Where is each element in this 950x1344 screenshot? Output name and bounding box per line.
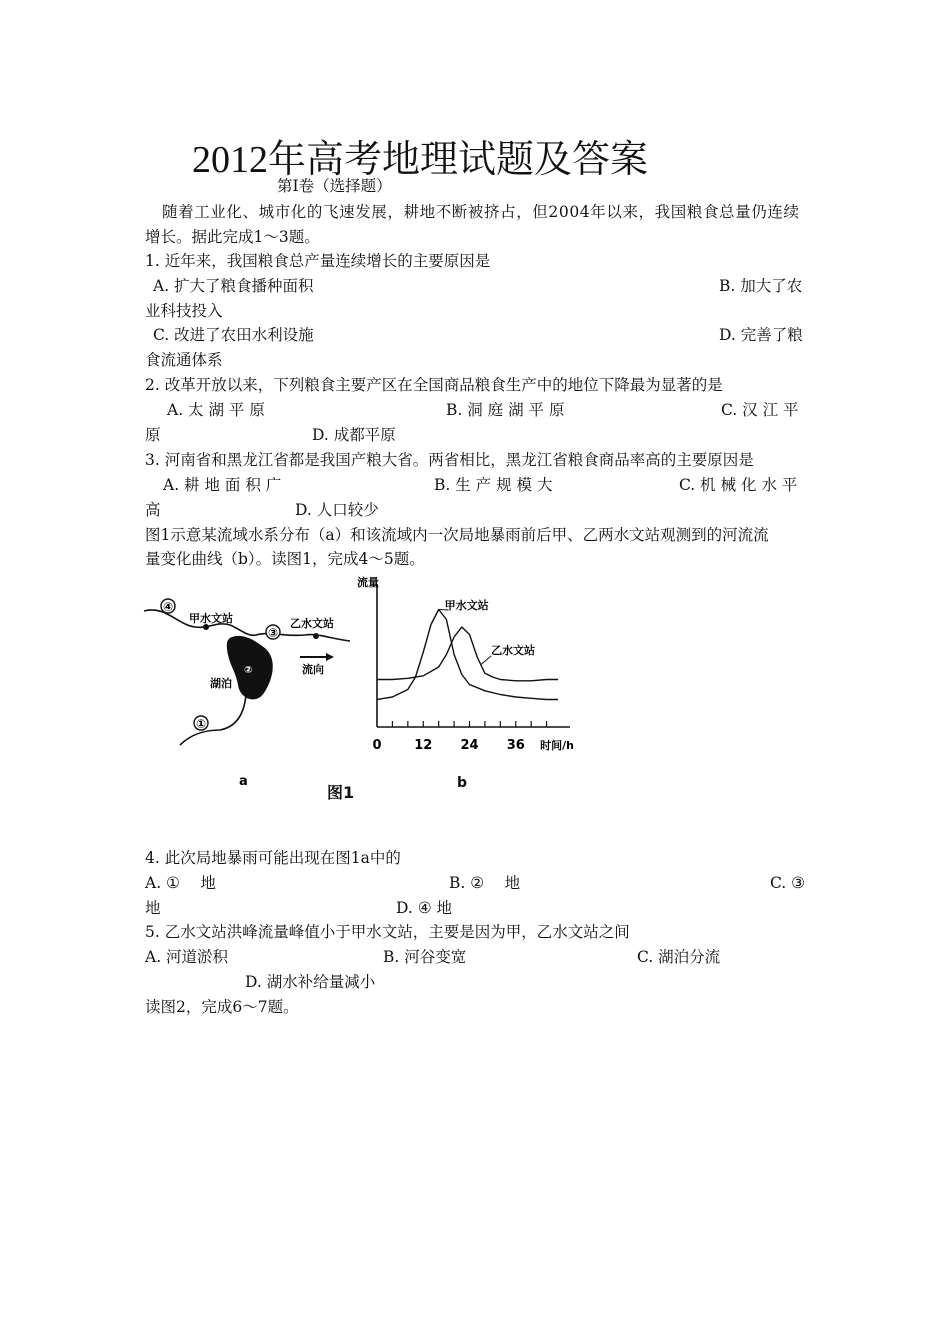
q1-stem: 1. 近年来，我国粮食总产量连续增长的主要原因是 <box>145 252 491 270</box>
tributary-river <box>180 683 248 745</box>
series-1-label: 甲水文站 <box>444 599 489 612</box>
q2-option-c-cont: 原 <box>145 426 161 444</box>
q4-option-d: D. ④ 地 <box>396 899 453 917</box>
figure-1a-map <box>140 585 360 805</box>
series-2-leader <box>481 656 491 665</box>
q1-option-b-cont: 业科技投入 <box>145 302 223 320</box>
figure-1a-caption: a <box>239 774 248 789</box>
x-tick-label: 0 <box>372 738 382 753</box>
q5-option-d: D. 湖水补给量减小 <box>245 973 376 991</box>
q3-option-d: D. 人口较少 <box>295 501 379 519</box>
q4-option-c: C. ③ <box>770 874 806 892</box>
q1-option-d: D. 完善了粮 <box>719 326 803 344</box>
x-axis-label: 时间/h <box>540 739 574 752</box>
q2-stem: 2. 改革开放以来，下列粮食主要产区在全国商品粮食生产中的地位下降最为显著的是 <box>145 376 723 394</box>
q4-option-c-cont: 地 <box>145 899 161 917</box>
q4-option-b: B. ② 地 <box>449 874 521 892</box>
station-jia-label: 甲水文站 <box>189 612 233 625</box>
q5-option-c: C. 湖泊分流 <box>637 948 721 966</box>
q3-option-a: A. 耕 地 面 积 广 <box>163 476 282 494</box>
q4-stem: 4. 此次局地暴雨可能出现在图1a中的 <box>145 849 401 867</box>
flow-label: 流向 <box>302 663 324 676</box>
flow-arrow-head <box>326 653 334 661</box>
q4-option-a: A. ① 地 <box>145 874 216 892</box>
q1-option-a: A. 扩大了粮食播种面积 <box>153 277 314 295</box>
q5-stem: 5. 乙水文站洪峰流量峰值小于甲水文站，主要是因为甲，乙水文站之间 <box>145 923 630 941</box>
marker-4: ④ <box>163 600 174 614</box>
series-2-label: 乙水文站 <box>491 644 536 657</box>
figure-intro-line-2: 量变化曲线（b）。读图1，完成4～5题。 <box>145 550 425 568</box>
q2-option-d: D. 成都平原 <box>312 426 396 444</box>
q3-option-c-cont: 高 <box>145 501 161 519</box>
q1-option-b: B. 加大了农 <box>719 277 803 295</box>
y-axis-label: 流量 <box>357 576 379 589</box>
q5-option-a: A. 河道淤积 <box>145 948 229 966</box>
q1-option-c: C. 改进了农田水利设施 <box>153 326 314 344</box>
q2-option-c: C. 汉 江 平 <box>721 401 799 419</box>
marker-1: ① <box>196 717 207 731</box>
intro-line-1: 随着工业化、城市化的飞速发展，耕地不断被挤占，但2004年以来，我国粮食总量仍连续 <box>162 203 800 221</box>
station-yi-dot <box>313 633 319 639</box>
q3-stem: 3. 河南省和黑龙江省都是我国产粮大省。两省相比，黑龙江省粮食商品率高的主要原因是 <box>145 451 754 469</box>
q5-option-b: B. 河谷变宽 <box>383 948 467 966</box>
marker-2: ② <box>244 665 253 676</box>
figure-1b-caption: b <box>457 775 468 791</box>
marker-3: ③ <box>268 626 279 640</box>
q1-option-d-cont: 食流通体系 <box>145 351 223 369</box>
q2-option-a: A. 太 湖 平 原 <box>167 401 265 419</box>
x-tick-label: 36 <box>506 738 525 753</box>
lake-label: 湖泊 <box>210 677 232 690</box>
q3-option-c: C. 机 械 化 水 平 <box>679 476 798 494</box>
x-tick-label: 24 <box>460 738 479 753</box>
station-yi-label: 乙水文站 <box>290 617 334 630</box>
figure-caption: 图1 <box>327 783 355 802</box>
q3-option-b: B. 生 产 规 模 大 <box>434 476 553 494</box>
intro-line-2: 增长。据此完成1～3题。 <box>145 228 320 246</box>
q2-option-b: B. 洞 庭 湖 平 原 <box>446 401 565 419</box>
x-tick-label: 12 <box>414 738 433 753</box>
section-subtitle: 第I卷（选择题） <box>277 177 392 195</box>
figure-intro-line-1: 图1示意某流域水系分布（a）和该流域内一次局地暴雨前后甲、乙两水文站观测到的河流流 <box>145 526 769 544</box>
read-figure-2: 读图2，完成6～7题。 <box>145 998 299 1016</box>
figure-1b-chart <box>355 572 585 772</box>
page-title: 2012年高考地理试题及答案 <box>192 139 649 181</box>
